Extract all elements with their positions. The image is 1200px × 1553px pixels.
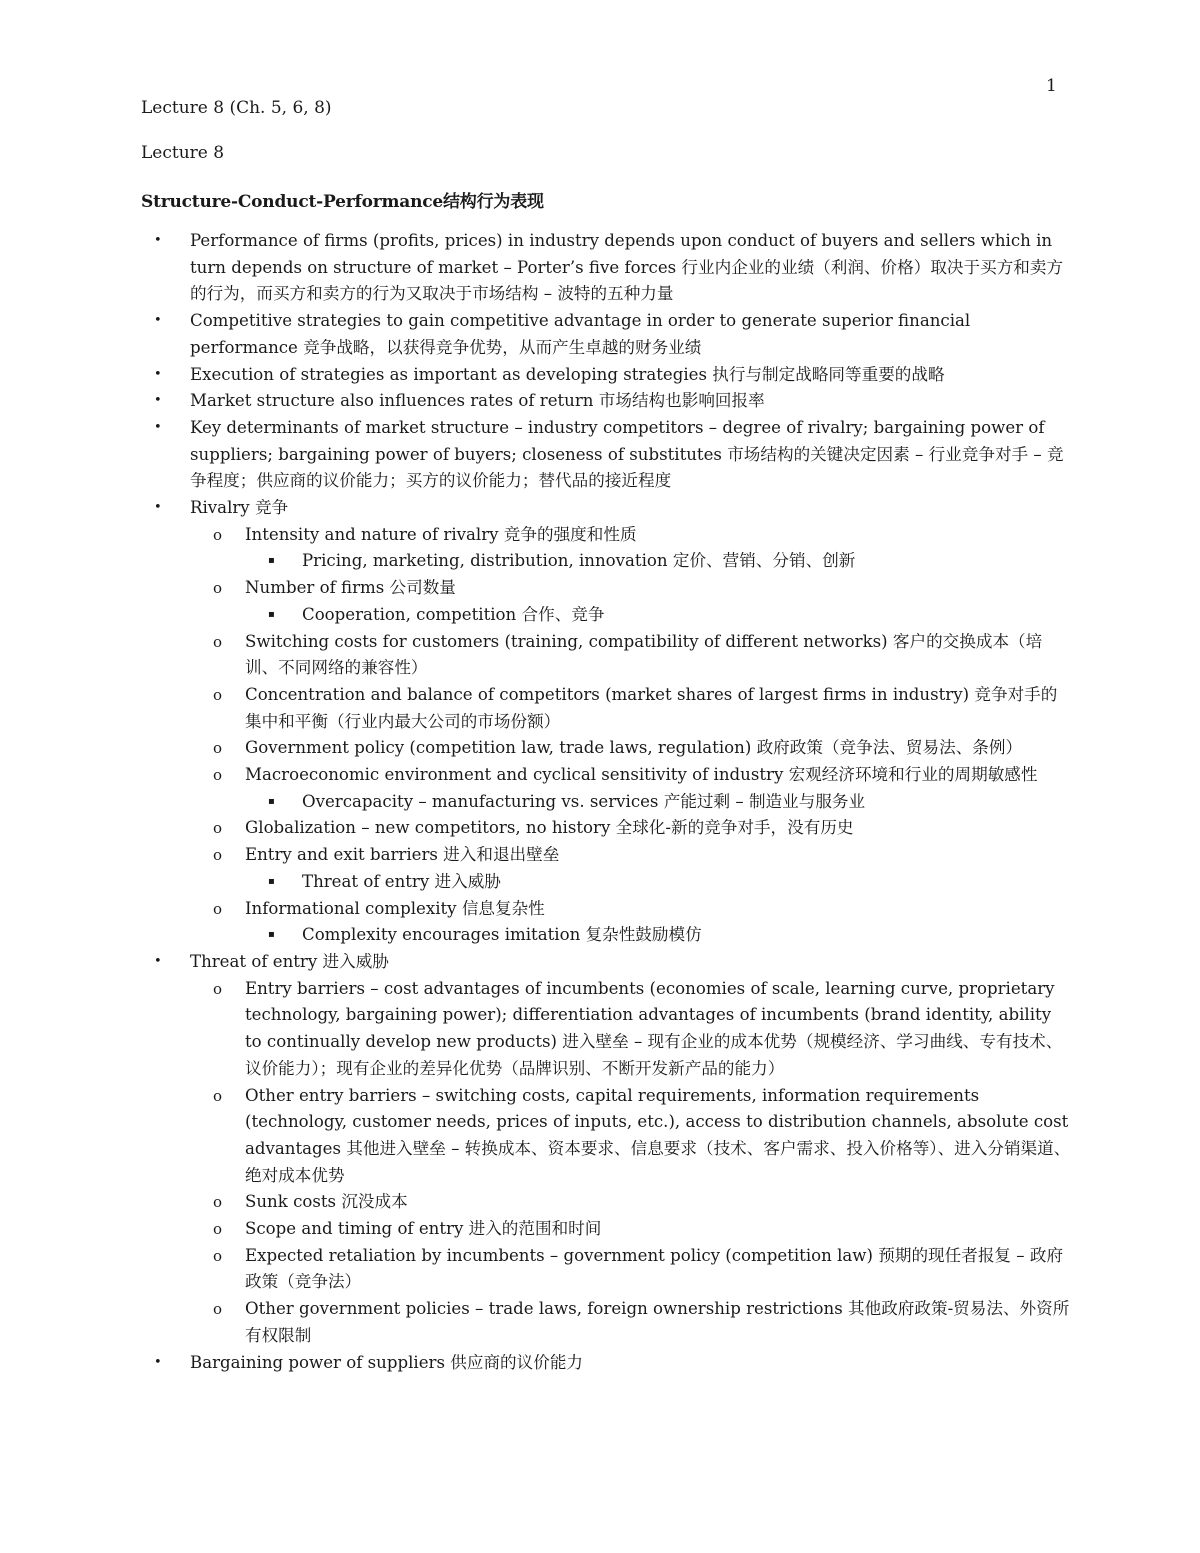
bullet-icon: • bbox=[154, 233, 162, 248]
outline-item-level-2 bbox=[141, 1243, 1071, 1296]
outline-item-text: Globalization – new competitors, no history 全球化-新的竞争对手，没有历史 bbox=[245, 818, 854, 838]
outline-item-text: Market structure also influences rates of return 市场结构也影响回报率 bbox=[190, 391, 765, 411]
circle-bullet-icon: o bbox=[213, 846, 223, 865]
circle-bullet-icon: o bbox=[213, 899, 223, 918]
outline-item-level-1 bbox=[141, 362, 1071, 389]
outline-item-level-2 bbox=[141, 1296, 1071, 1349]
circle-bullet-icon: o bbox=[213, 632, 223, 651]
circle-bullet-icon: o bbox=[213, 739, 223, 758]
outline-item-text: Concentration and balance of competitors (market shares of largest firms in industry) 竞争对手的集中和平衡（行业内最大公司的市场份额） bbox=[245, 684, 1058, 731]
bullet-icon: • bbox=[154, 366, 162, 382]
outline-item-level-1 bbox=[141, 949, 1071, 976]
bullet-icon: • bbox=[154, 1354, 162, 1370]
outline-item-level-2 bbox=[141, 682, 1071, 735]
outline-item-text: Number of firms 公司数量 bbox=[245, 578, 456, 598]
outline-item-text: Informational complexity 信息复杂性 bbox=[245, 898, 545, 918]
square-bullet-icon: ▪ bbox=[268, 795, 275, 807]
outline-item-level-2 bbox=[141, 842, 1071, 869]
outline-item-text: Complexity encourages imitation 复杂性鼓励模仿 bbox=[302, 925, 702, 945]
outline-item-level-1 bbox=[141, 228, 1071, 308]
square-bullet-icon: ▪ bbox=[268, 608, 275, 620]
outline-item-text: Rivalry 竞争 bbox=[190, 498, 289, 518]
outline-item-text: Performance of firms (profits, prices) in industry depends upon conduct of buyers and sellers which in turn depends on structure of market – Porter’s five forces 行业内企业的业绩（利润、价格）取决于买方和卖方的行为，而买方和卖方的行为又取决于市场结构 – 波特的五种力量 bbox=[190, 231, 1064, 304]
circle-bullet-icon: o bbox=[213, 1086, 223, 1105]
outline-item-level-2 bbox=[141, 762, 1071, 789]
bullet-icon: • bbox=[154, 953, 162, 969]
outline-item-text: Threat of entry 进入威胁 bbox=[190, 951, 389, 971]
outline-item-text: Competitive strategies to gain competitive advantage in order to generate superior financial performance 竞争战略，以获得竞争优势，从而产生卓越的财务业绩 bbox=[190, 311, 971, 357]
outline-item-text: Scope and timing of entry 进入的范围和时间 bbox=[245, 1219, 602, 1239]
circle-bullet-icon: o bbox=[213, 979, 223, 998]
outline-item-text: Execution of strategies as important as developing strategies 执行与制定战略同等重要的战略 bbox=[190, 364, 945, 384]
circle-bullet-icon: o bbox=[213, 685, 223, 704]
outline-item-text: Bargaining power of suppliers 供应商的议价能力 bbox=[190, 1352, 584, 1372]
outline-item-text: Entry barriers – cost advantages of incumbents (economies of scale, learning curve, proprietary technology, bargaining power); differentiation advantages of incumbents (brand identity, ability to continually develop new products) 进入壁垒 – 现有企业的成本优势（规模经济、学习曲线、专有技术、议价能力）；现有企业的差异化优势（品牌识别、不断开发新产品的能力） bbox=[245, 978, 1063, 1078]
circle-bullet-icon: o bbox=[213, 1246, 223, 1265]
circle-bullet-icon: o bbox=[213, 1300, 223, 1319]
bullet-icon: • bbox=[154, 313, 162, 329]
outline-item-text: Macroeconomic environment and cyclical sensitivity of industry 宏观经济环境和行业的周期敏感性 bbox=[245, 765, 1038, 785]
circle-bullet-icon: o bbox=[213, 1193, 223, 1212]
circle-bullet-icon: o bbox=[213, 819, 223, 838]
outline-list bbox=[141, 228, 1071, 1376]
section-heading: Structure-Conduct-Performance结构行为表现 bbox=[141, 192, 544, 212]
bullet-icon: • bbox=[154, 500, 162, 516]
outline-item-level-2 bbox=[141, 815, 1071, 842]
outline-item-text: Sunk costs 沉没成本 bbox=[245, 1192, 408, 1212]
outline-item-level-2 bbox=[141, 522, 1071, 549]
outline-item-level-3 bbox=[141, 602, 1071, 629]
outline-item-level-1 bbox=[141, 388, 1071, 415]
circle-bullet-icon: o bbox=[213, 579, 223, 598]
outline-item-text: Switching costs for customers (training, compatibility of different networks) 客户的交换成本（培训、不同网络的兼容性） bbox=[245, 631, 1043, 678]
outline-item-level-2 bbox=[141, 896, 1071, 923]
outline-item-text: Pricing, marketing, distribution, innovation 定价、营销、分销、创新 bbox=[302, 551, 856, 571]
outline-item-text: Other entry barriers – switching costs, capital requirements, information requirements (technology, customer needs, prices of inputs, etc.), access to distribution channels, absolute cost advantages 其他进入壁垒 – 转换成本、资本要求、信息要求（技术、客户需求、投入价格等）、进入分销渠道、绝对成本优势 bbox=[245, 1085, 1071, 1185]
outline-item-level-3 bbox=[141, 789, 1071, 816]
circle-bullet-icon: o bbox=[213, 766, 223, 785]
lecture-title: Lecture 8 bbox=[141, 143, 225, 163]
square-bullet-icon: ▪ bbox=[268, 875, 275, 887]
course-line: Lecture 8 (Ch. 5, 6, 8) bbox=[141, 98, 332, 118]
outline-item-level-1 bbox=[141, 308, 1071, 361]
outline-item-level-2 bbox=[141, 629, 1071, 682]
outline-item-text: Entry and exit barriers 进入和退出壁垒 bbox=[245, 845, 560, 865]
outline-item-level-2 bbox=[141, 735, 1071, 762]
outline-item-level-1 bbox=[141, 1350, 1071, 1377]
circle-bullet-icon: o bbox=[213, 525, 223, 544]
outline-item-text: Threat of entry 进入威胁 bbox=[302, 871, 501, 891]
square-bullet-icon: ▪ bbox=[268, 929, 275, 941]
outline-item-level-3 bbox=[141, 922, 1071, 949]
square-bullet-icon: ▪ bbox=[268, 555, 275, 567]
outline-item-text: Other government policies – trade laws, foreign ownership restrictions 其他政府政策-贸易法、外资所有权限制 bbox=[245, 1299, 1070, 1345]
outline-item-level-3 bbox=[141, 869, 1071, 896]
outline-item-level-1 bbox=[141, 495, 1071, 522]
circle-bullet-icon: o bbox=[213, 1220, 223, 1239]
outline-item-text: Cooperation, competition 合作、竞争 bbox=[302, 604, 605, 624]
outline-item-level-2 bbox=[141, 976, 1071, 1083]
outline-item-level-2 bbox=[141, 1189, 1071, 1216]
bullet-icon: • bbox=[154, 419, 162, 435]
outline-item-text: Government policy (competition law, trade laws, regulation) 政府政策（竞争法、贸易法、条例） bbox=[245, 738, 1023, 758]
outline-item-text: Key determinants of market structure – industry competitors – degree of rivalry; bargaining power of suppliers; bargaining power of buyers; closeness of substitutes 市场结构的关键决定因素 – 行业竞争对手 – 竞争程度；供应商的议价能力；买方的议价能力；替代品的接近程度 bbox=[190, 417, 1064, 491]
outline-item-level-1 bbox=[141, 415, 1071, 495]
bullet-icon: • bbox=[154, 393, 162, 409]
page-number: 1 bbox=[1046, 76, 1057, 96]
outline-item-level-2 bbox=[141, 1216, 1071, 1243]
outline-item-text: Expected retaliation by incumbents – government policy (competition law) 预期的现任者报复 – 政府政策（竞争法） bbox=[245, 1245, 1064, 1292]
outline-item-level-3 bbox=[141, 548, 1071, 575]
outline-item-text: Intensity and nature of rivalry 竞争的强度和性质 bbox=[245, 524, 637, 544]
outline-item-level-2 bbox=[141, 1083, 1071, 1190]
outline-item-text: Overcapacity – manufacturing vs. services 产能过剩 – 制造业与服务业 bbox=[302, 791, 866, 811]
outline-item-level-2 bbox=[141, 575, 1071, 602]
